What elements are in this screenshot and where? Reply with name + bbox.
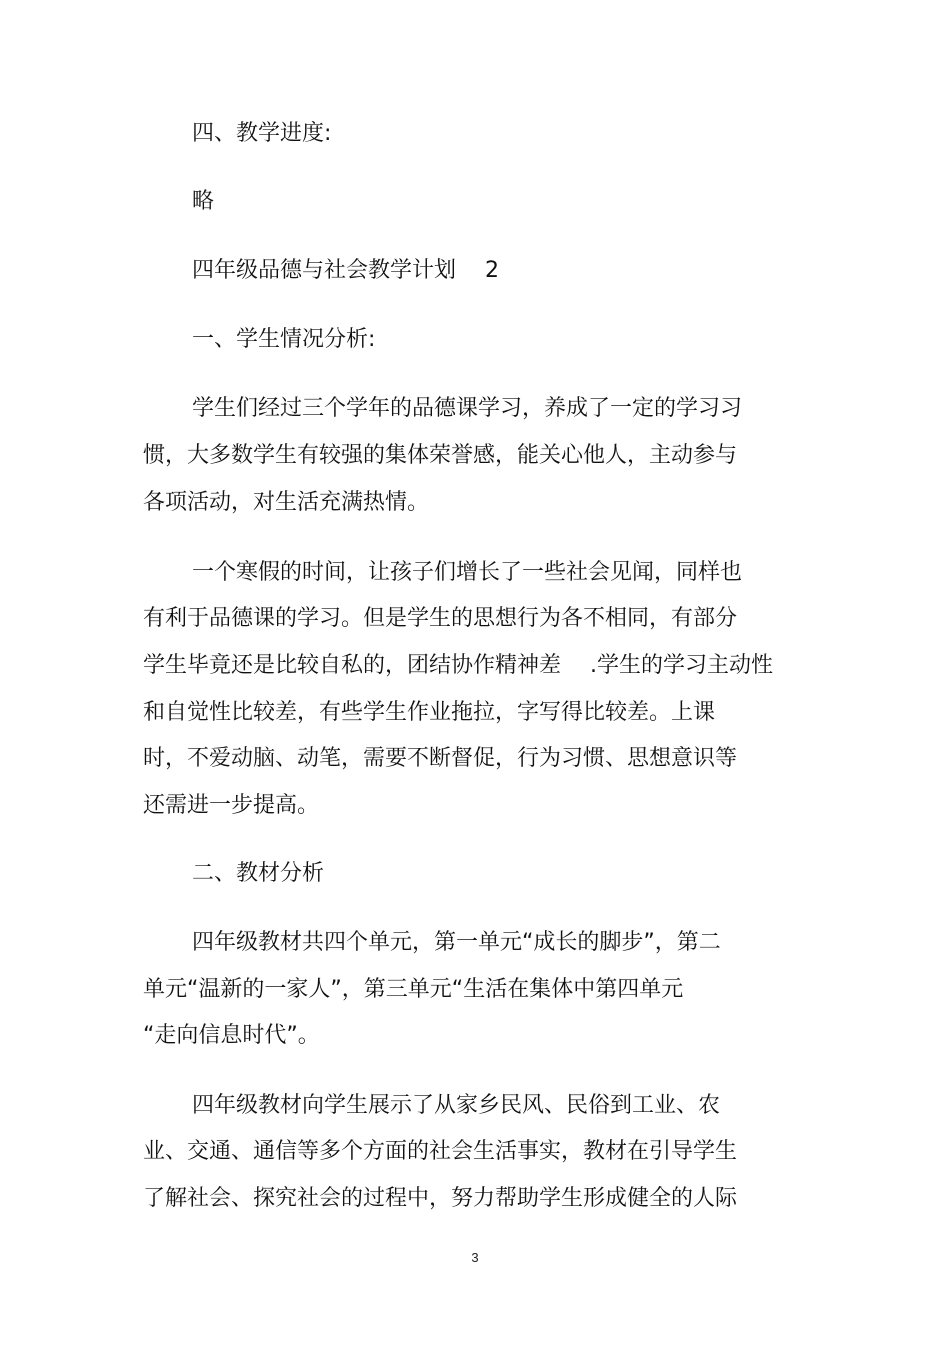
paragraph-line: 和自觉性比较差，有些学生作业拖拉，字写得比较差。上课 [143, 700, 716, 725]
paragraph-line: 一个寒假的时间，让孩子们增长了一些社会见闻，同样也 [192, 560, 743, 585]
paragraph-line: 略 [192, 189, 215, 214]
paragraph-line: 学生们经过三个学年的品德课学习，养成了一定的学习习 [192, 396, 743, 421]
paragraph-line: 学生毕竟还是比较自私的，团结协作精神差 .学生的学习主动性 [143, 653, 773, 678]
paragraph-line: 业、交通、通信等多个方面的社会生活事实，教材在引导学生 [143, 1139, 738, 1164]
paragraph-line: 时，不爱动脑、动笔，需要不断督促，行为习惯、思想意识等 [143, 746, 738, 771]
paragraph-line: 各项活动，对生活充满热情。 [143, 490, 430, 515]
heading-teaching-progress: 四、教学进度: [192, 121, 332, 146]
paragraph-line: 有利于品德课的学习。但是学生的思想行为各不相同，有部分 [143, 606, 738, 631]
paragraph-line: 四年级教材向学生展示了从家乡民风、民俗到工业、农 [192, 1093, 721, 1118]
paragraph-line: 了解社会、探究社会的过程中，努力帮助学生形成健全的人际 [143, 1186, 738, 1211]
paragraph-line: 惯，大多数学生有较强的集体荣誉感，能关心他人，主动参与 [143, 443, 738, 468]
paragraph-line: “走向信息时代”。 [143, 1023, 320, 1048]
paragraph-line: 单元“温新的一家人”，第三单元“生活在集体中第四单元 [143, 977, 684, 1002]
page-number: 3 [471, 1250, 479, 1265]
heading-student-analysis: 一、学生情况分析: [192, 327, 376, 352]
heading-textbook-analysis: 二、教材分析 [192, 861, 325, 886]
paragraph-line: 四年级教材共四个单元，第一单元“成长的脚步”，第二 [192, 930, 721, 955]
paragraph-line: 还需进一步提高。 [143, 793, 320, 818]
section-title: 四年级品德与社会教学计划 2 [192, 258, 499, 283]
